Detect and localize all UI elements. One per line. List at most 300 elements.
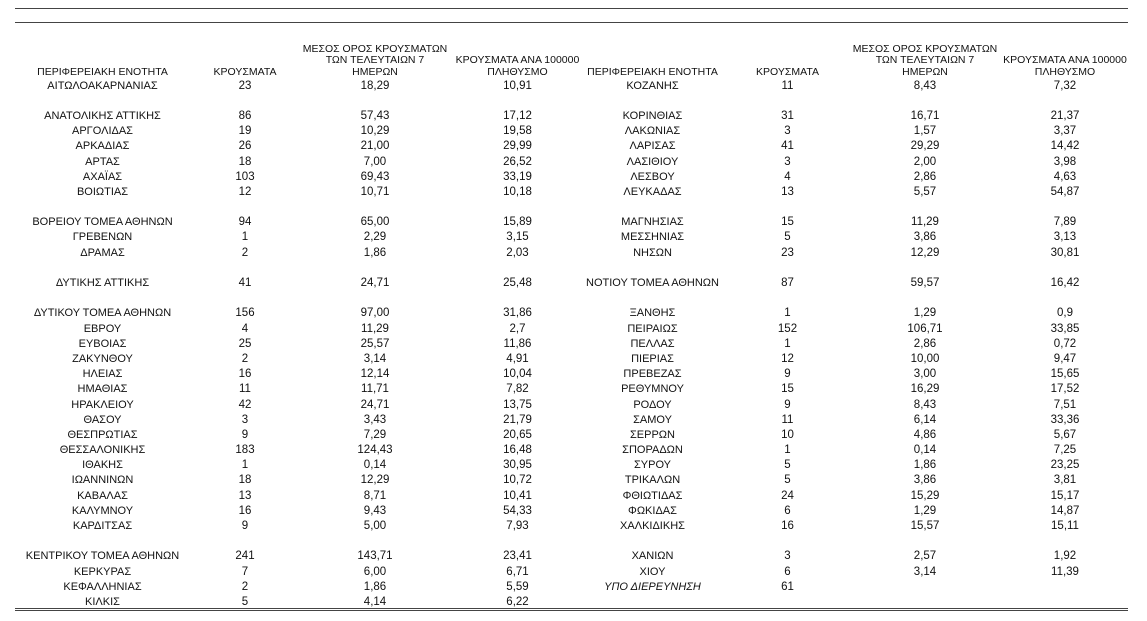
cell-avg: 9,43 [363,504,387,517]
table-row [580,230,1130,245]
cell-cases: 11 [781,413,794,426]
cell-area: ΧΑΛΚΙΔΙΚΗΣ [620,520,685,533]
table-row [15,503,585,518]
table-row [15,184,585,199]
cell-area: ΙΩΑΝΝΙΝΩΝ [71,474,134,487]
cell-avg: 143,71 [357,550,393,563]
cell-avg: 59,57 [910,277,940,290]
cell-per-100k: 33,19 [503,170,532,183]
table-row [580,458,1130,473]
cell-area: ΗΜΑΘΙΑΣ [77,383,128,396]
cell-per-100k: 2,03 [506,246,529,259]
cell-area: ΡΕΘΥΜΝΟΥ [621,383,684,396]
table-row [580,473,1130,488]
table-row [15,78,585,93]
cell-avg: 4,14 [363,595,387,608]
table-row [580,518,1130,533]
cell-cases: 15 [781,216,794,229]
cell-per-100k: 10,72 [503,474,532,487]
cell-area: ΔΥΤΙΚΗΣ ΑΤΤΙΚΗΣ [55,277,150,290]
table-row [15,412,585,427]
cell-area: ΚΑΒΑΛΑΣ [77,489,128,502]
cell-cases: 2 [241,246,249,259]
cell-per-100k: 16,48 [503,444,532,457]
cell-area: ΛΕΣΒΟΥ [630,170,675,183]
cell-area: ΛΑΚΩΝΙΑΣ [624,125,681,138]
cell-per-100k: 10,41 [503,489,532,502]
cell-area: ΖΑΚΥΝΘΟΥ [72,352,133,365]
cell-per-100k: 20,65 [503,428,532,441]
header-avg-line3: ΗΜΕΡΩΝ [902,65,948,78]
cell-per-100k: 54,33 [503,504,532,517]
cell-avg: 15,57 [910,520,940,533]
cell-per-100k: 9,47 [1053,352,1077,365]
table-row [580,124,1130,139]
table-row [15,124,585,139]
cell-cases: 26 [238,140,252,153]
cell-avg: 5,00 [363,520,387,533]
cell-per-100k: 7,93 [506,520,529,533]
cell-cases: 4 [241,322,249,335]
cell-per-100k: 26,52 [503,155,532,168]
cell-area: ΑΙΤΩΛΟΑΚΑΡΝΑΝΙΑΣ [47,79,158,92]
cell-cases: 12 [781,352,794,365]
cell-area: ΧΑΝΙΩΝ [631,550,674,563]
cell-per-100k: 33,85 [1050,322,1080,335]
cell-area: ΠΕΛΛΑΣ [630,337,675,350]
left-table [15,34,585,610]
cell-avg: 3,00 [913,368,937,381]
cell-per-100k: 1,92 [1053,550,1077,563]
cell-per-100k: 0,9 [1057,307,1073,320]
table-row [580,306,1130,321]
cell-per-100k: 5,67 [1053,428,1077,441]
cell-area: ΘΕΣΣΑΛΟΝΙΚΗΣ [59,444,146,457]
cell-cases: 61 [781,580,794,593]
cell-cases: 41 [238,277,252,290]
cell-avg: 0,14 [913,444,937,457]
bottom-rule-2 [15,610,1128,611]
cell-avg: 2,00 [913,155,937,168]
cell-area: ΜΑΓΝΗΣΙΑΣ [621,216,684,229]
cell-cases: 11 [239,383,251,396]
cell-cases: 1 [241,231,249,244]
cell-avg: 8,43 [913,398,937,411]
cell-cases: 1 [241,459,249,472]
header-cases: ΚΡΟΥΣΜΑΤΑ [213,65,277,78]
table-row [15,275,585,290]
table-row [15,564,585,579]
cell-per-100k: 3,81 [1053,474,1077,487]
cell-area: ΝΗΣΩΝ [633,246,672,259]
table-row [15,108,585,123]
table-row [580,78,1130,93]
cell-area: ΥΠΟ ΔΙΕΡΕΥΝΗΣΗ [604,580,701,593]
table-row [15,139,585,154]
header-avg-line1: ΜΕΣΟΣ ΟΡΟΣ ΚΡΟΥΣΜΑΤΩΝ [852,42,998,55]
right-table-body [580,78,1130,594]
cell-avg: 12,29 [360,474,390,487]
cell-area: ΘΑΣΟΥ [83,413,122,426]
cell-cases: 1 [784,444,791,457]
cell-per-100k: 6,71 [506,565,529,578]
cell-per-100k: 15,89 [503,216,532,229]
cell-avg: 97,00 [360,307,390,320]
cell-area: ΔΡΑΜΑΣ [80,246,125,259]
table-row [580,351,1130,366]
cell-area: ΞΑΝΘΗΣ [629,307,676,320]
cell-avg: 10,71 [360,185,390,198]
table-row [580,397,1130,412]
cell-area: ΜΕΣΣΗΝΙΑΣ [620,231,685,244]
cell-cases: 3 [784,155,791,168]
table-row [580,245,1130,260]
cell-cases: 10 [781,428,794,441]
table-row [580,200,1130,215]
cell-area: ΗΡΑΚΛΕΙΟΥ [71,398,134,411]
cell-cases: 1 [784,337,791,350]
cell-area: ΑΡΤΑΣ [85,155,120,168]
cell-cases: 19 [238,125,252,138]
cell-per-100k: 30,95 [503,459,532,472]
cell-avg: 2,86 [913,337,937,350]
cell-area: ΦΩΚΙΔΑΣ [628,504,677,517]
cell-per-100k: 11,39 [1051,565,1079,578]
header-avg-line2: ΤΩΝ ΤΕΛΕΥΤΑΙΩΝ 7 [875,54,975,66]
cell-area: ΚΑΛΥΜΝΟΥ [71,504,134,517]
table-row [15,321,585,336]
table-row [580,93,1130,108]
cell-avg: 3,43 [363,413,387,426]
cell-avg: 1,86 [363,246,387,259]
cell-avg: 3,86 [913,474,937,487]
table-row [15,549,585,564]
cell-avg: 15,29 [910,489,940,502]
right-table-header [580,34,1130,78]
cell-cases: 11 [781,79,794,92]
cell-area: ΠΙΕΡΙΑΣ [631,352,674,365]
cell-avg: 1,29 [913,307,937,320]
cell-avg: 16,71 [910,109,940,122]
left-table-body [15,78,585,610]
cell-avg: 2,57 [913,550,937,563]
cell-area: ΒΟΙΩΤΙΑΣ [76,185,129,198]
cell-per-100k: 4,63 [1053,170,1077,183]
cell-cases: 9 [784,368,791,381]
table-row [580,443,1130,458]
cell-area: ΣΑΜΟΥ [633,413,672,426]
cell-per-100k: 13,75 [503,398,532,411]
cell-avg: 7,29 [363,428,387,441]
cell-avg: 1,86 [363,580,387,593]
table-row [580,503,1130,518]
cell-area: ΓΡΕΒΕΝΩΝ [72,231,133,244]
cell-avg: 65,00 [360,216,390,229]
cell-per-100k: 6,22 [506,595,529,608]
cell-per-100k: 7,89 [1053,216,1077,229]
cell-cases: 16 [238,504,252,517]
cell-avg: 3,14 [913,565,937,578]
cell-cases: 13 [781,185,794,198]
cell-area: ΛΕΥΚΑΔΑΣ [623,185,682,198]
cell-per-100k: 11,86 [503,337,532,350]
cell-per-100k: 7,32 [1053,79,1077,92]
table-row [580,534,1130,549]
cell-area: ΣΕΡΡΩΝ [630,428,675,441]
cell-per-100k: 23,25 [1050,459,1080,472]
cell-cases: 4 [784,170,791,183]
cell-avg: 1,86 [913,459,937,472]
cell-avg: 21,00 [360,140,390,153]
right-table [580,34,1130,594]
table-row [580,412,1130,427]
table-row [15,534,585,549]
table-row [15,245,585,260]
table-row [15,473,585,488]
cell-cases: 41 [781,140,794,153]
cell-cases: 6 [784,565,791,578]
table-row [580,291,1130,306]
cell-per-100k: 7,51 [1053,398,1077,411]
cell-area: ΠΡΕΒΕΖΑΣ [623,368,682,381]
cell-per-100k: 15,11 [1051,520,1079,533]
cell-per-100k: 33,36 [1050,413,1080,426]
cell-cases: 12 [238,185,252,198]
cell-area: ΚΕΡΚΥΡΑΣ [73,565,132,578]
cell-area: ΤΡΙΚΑΛΩΝ [624,474,681,487]
cell-per-100k: 31,86 [503,307,532,320]
cell-cases: 1 [784,307,791,320]
cell-cases: 6 [784,504,791,517]
table-row [15,443,585,458]
cell-avg: 0,14 [363,459,387,472]
cell-per-100k: 21,37 [1050,109,1080,122]
cell-avg: 69,43 [360,170,390,183]
table-row [15,215,585,230]
table-row [15,154,585,169]
cell-cases: 16 [238,368,252,381]
cell-cases: 16 [781,520,794,533]
header-area: ΠΕΡΙΦΕΡΕΙΑΚΗ ΕΝΟΤΗΤΑ [587,65,718,78]
cell-area: ΛΑΣΙΘΙΟΥ [626,155,679,168]
cell-cases: 25 [238,337,252,350]
cell-per-100k: 3,13 [1053,231,1077,244]
cell-avg: 7,00 [363,155,387,168]
header-area: ΠΕΡΙΦΕΡΕΙΑΚΗ ΕΝΟΤΗΤΑ [37,65,168,78]
table-row [15,260,585,275]
cell-per-100k: 5,59 [506,580,529,593]
cell-avg: 4,86 [913,428,937,441]
cell-per-100k: 7,82 [506,383,529,396]
table-row [15,488,585,503]
cell-area: ΚΟΖΑΝΗΣ [626,79,679,92]
cell-avg: 24,71 [360,398,390,411]
cell-avg: 10,29 [360,125,390,138]
cell-per-100k: 15,17 [1050,489,1080,502]
table-row [15,169,585,184]
cell-avg: 2,29 [363,231,387,244]
cell-avg: 25,57 [360,337,390,350]
cell-cases: 5 [784,231,791,244]
table-row [580,336,1130,351]
table-row [15,397,585,412]
top-rule-2 [15,22,1128,23]
cell-cases: 24 [781,489,794,502]
table-row [580,564,1130,579]
cell-cases: 5 [241,595,249,608]
cell-cases: 31 [781,109,794,122]
cell-avg: 10,00 [910,352,940,365]
cell-per-100k: 10,18 [503,185,532,198]
cell-area: ΧΙΟΥ [639,565,666,578]
cell-area: ΦΘΙΩΤΙΔΑΣ [622,489,683,502]
cell-avg: 8,71 [363,489,387,502]
cell-area: ΑΧΑΪΑΣ [82,170,123,183]
cell-avg: 3,86 [913,231,937,244]
table-row [15,382,585,397]
cell-per-100k: 29,99 [503,140,532,153]
table-row [580,260,1130,275]
cell-avg: 16,29 [910,383,940,396]
table-row [580,427,1130,442]
header-avg-line1: ΜΕΣΟΣ ΟΡΟΣ ΚΡΟΥΣΜΑΤΩΝ [302,42,448,55]
cell-area: ΔΥΤΙΚΟΥ ΤΟΜΕΑ ΑΘΗΝΩΝ [33,307,172,320]
cell-avg: 124,43 [357,444,393,457]
cell-per-100k: 0,72 [1053,337,1077,350]
cell-avg: 24,71 [360,277,390,290]
cell-per-100k: 3,37 [1053,125,1077,138]
table-row [15,458,585,473]
header-per-line1: ΚΡΟΥΣΜΑΤΑ ΑΝΑ 100000 [455,54,580,66]
cell-cases: 9 [241,428,249,441]
table-row [15,579,585,594]
cell-avg: 57,43 [360,109,390,122]
top-rule-1 [15,8,1128,9]
cell-per-100k: 14,87 [1050,504,1080,517]
cell-area: ΚΟΡΙΝΘΙΑΣ [622,109,683,122]
cell-area: ΑΡΚΑΔΙΑΣ [75,140,130,153]
table-row [15,230,585,245]
cell-per-100k: 10,04 [503,368,532,381]
header-per-100k [450,55,585,78]
cell-cases: 42 [238,398,252,411]
cell-per-100k: 17,52 [1050,383,1080,396]
table-row [580,382,1130,397]
cell-area: ΚΑΡΔΙΤΣΑΣ [72,520,133,533]
cell-area: ΘΕΣΠΡΩΤΙΑΣ [67,428,138,441]
cell-cases: 3 [784,550,791,563]
cell-area: ΣΠΟΡΑΔΩΝ [622,444,683,457]
cell-avg: 11,71 [361,383,389,396]
cell-cases: 103 [235,170,255,183]
header-avg-line3: ΗΜΕΡΩΝ [352,65,398,78]
cell-per-100k: 25,48 [503,277,532,290]
cell-cases: 94 [238,216,252,229]
cell-cases: 152 [777,322,798,335]
table-row [15,351,585,366]
cell-per-100k: 30,81 [1050,246,1080,259]
cell-area: ΡΟΔΟΥ [633,398,672,411]
cell-avg: 29,29 [910,140,940,153]
cell-avg: 106,71 [907,322,943,335]
cell-avg: 3,14 [363,352,387,365]
table-row [580,275,1130,290]
cell-cases: 241 [235,550,255,563]
cell-area: ΚΕΦΑΛΛΗΝΙΑΣ [63,580,142,593]
cell-cases: 3 [784,125,791,138]
cell-avg: 8,43 [913,79,937,92]
cell-cases: 18 [238,474,252,487]
cell-cases: 156 [235,307,255,320]
cell-cases: 13 [238,489,252,502]
cell-cases: 23 [238,79,252,92]
table-row [580,108,1130,123]
cell-area: ΣΥΡΟΥ [633,459,671,472]
table-row [15,291,585,306]
table-row [15,200,585,215]
cell-cases: 2 [241,580,249,593]
cell-cases: 23 [781,246,794,259]
cell-cases: 18 [238,155,252,168]
cell-cases: 183 [235,444,255,457]
table-row [580,184,1130,199]
cell-per-100k: 15,65 [1050,368,1080,381]
cell-avg: 5,57 [913,185,937,198]
cell-area: ΛΑΡΙΣΑΣ [629,140,676,153]
cell-cases: 7 [241,565,249,578]
cell-avg: 12,29 [910,246,940,259]
header-avg [850,44,1000,79]
cell-area: ΒΟΡΕΙΟΥ ΤΟΜΕΑ ΑΘΗΝΩΝ [32,216,173,229]
cell-per-100k: 2,7 [509,322,526,335]
cell-cases: 2 [241,352,249,365]
cell-area: ΕΥΒΟΙΑΣ [78,337,127,350]
table-row [580,488,1130,503]
cell-per-100k: 16,42 [1050,277,1080,290]
table-row [580,169,1130,184]
cell-avg: 11,29 [361,322,389,335]
table-row [15,336,585,351]
cell-cases: 5 [784,459,791,472]
cell-cases: 86 [238,109,252,122]
cell-area: ΗΛΕΙΑΣ [82,368,123,381]
cell-area: ΕΒΡΟΥ [83,322,122,335]
cell-per-100k: 17,12 [503,109,532,122]
cell-per-100k: 10,91 [503,79,532,92]
header-cases: ΚΡΟΥΣΜΑΤΑ [756,65,819,78]
table-row [580,139,1130,154]
cell-per-100k: 54,87 [1050,185,1080,198]
table-row [15,306,585,321]
cell-avg: 12,14 [360,368,390,381]
table-row [580,215,1130,230]
header-per-100k [1000,55,1130,78]
cell-per-100k: 4,91 [506,352,529,365]
cell-cases: 5 [784,474,791,487]
cell-avg: 2,86 [913,170,937,183]
table-row [15,367,585,382]
table-row [15,93,585,108]
cell-per-100k: 3,98 [1053,155,1077,168]
cell-area: ΠΕΙΡΑΙΩΣ [627,322,678,335]
cell-avg: 11,29 [911,216,939,229]
table-row [580,367,1130,382]
table-row [580,321,1130,336]
cell-area: ΚΕΝΤΡΙΚΟΥ ΤΟΜΕΑ ΑΘΗΝΩΝ [25,550,180,563]
cell-cases: 9 [241,520,249,533]
cell-area: ΑΡΓΟΛΙΔΑΣ [72,125,133,138]
cell-avg: 1,29 [913,504,937,517]
